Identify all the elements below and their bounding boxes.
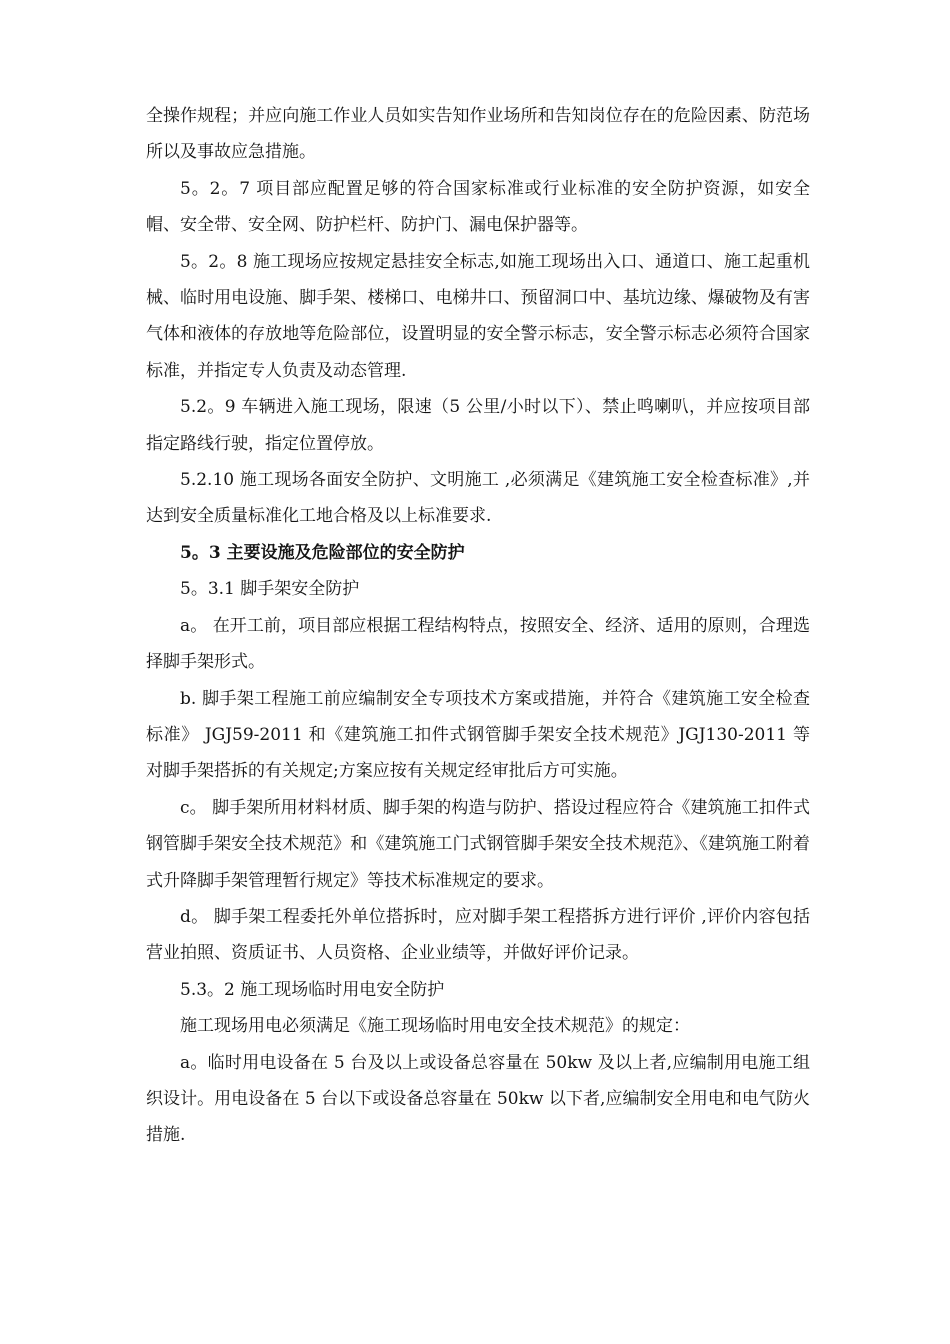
subsection-heading-5-3-2: 5.3。2 施工现场临时用电安全防护 xyxy=(180,979,445,1000)
paragraph-5-2-7: 5。2。7 项目部应配置足够的符合国家标准或行业标准的安全防护资源，如安全帽、安全带、安全网、防护栏杆、防护门、漏电保护器等。 xyxy=(146,178,810,236)
section-heading-5-3: 5。3 主要设施及危险部位的安全防护 xyxy=(180,542,465,563)
paragraph-5-2-8: 5。2。8 施工现场应按规定悬挂安全标志,如施工现场出入口、通道口、施工起重机械、临时用电设施、脚手架、楼梯口、电梯井口、预留洞口中、基坑边缘、爆破物及有害气体和液体的存放地等危险部位，设置明显的安全警示标志，安全警示标志必须符合国家标准，并指定专人负责及动态管理. xyxy=(146,251,810,381)
paragraph-item-c: c。 脚手架所用材料材质、脚手架的构造与防护、搭设过程应符合《建筑施工扣件式钢管脚手架安全技术规范》和《建筑施工门式钢管脚手架安全技术规范》、《建筑施工附着式升降脚手架管理暂行规定》等技术标准规定的要求。 xyxy=(146,797,810,891)
paragraph-item-a: a。 在开工前，项目部应根据工程结构特点，按照安全、经济、适用的原则，合理选择脚手架形式。 xyxy=(146,615,810,673)
paragraph-intro-continuation: 全操作规程；并应向施工作业人员如实告知作业场所和告知岗位存在的危险因素、防范场所以及事故应急措施。 xyxy=(146,106,810,163)
paragraph-5-2-10: 5.2.10 施工现场各面安全防护、文明施工 ,必须满足《建筑施工安全检查标准》,并达到安全质量标准化工地合格及以上标准要求. xyxy=(146,470,810,527)
paragraph-item-d: d。 脚手架工程委托外单位搭拆时，应对脚手架工程搭拆方进行评价 ,评价内容包括营业拍照、资质证书、人员资格、企业业绩等，并做好评价记录。 xyxy=(146,906,810,964)
paragraph-power-item-a: a。临时用电设备在 5 台及以上或设备总容量在 50kw 及以上者,应编制用电施工组织设计。用电设备在 5 台以下或设备总容量在 50kw 以下者,应编制安全用电和电气防火措施. xyxy=(146,1052,810,1146)
paragraph-power-requirement: 施工现场用电必须满足《施工现场临时用电安全技术规范》的规定： xyxy=(180,1016,690,1037)
paragraph-item-b: b. 脚手架工程施工前应编制安全专项技术方案或措施，并符合《建筑施工安全检查标准》 JGJ59-2011 和《建筑施工扣件式钢管脚手架安全技术规范》JGJ130-2011 等对脚手架搭拆的有关规定;方案应按有关规定经审批后方可实施。 xyxy=(146,688,810,782)
subsection-heading-5-3-1: 5。3.1 脚手架安全防护 xyxy=(180,579,360,600)
document-body xyxy=(146,98,810,1154)
paragraph-5-2-9: 5.2。9 车辆进入施工现场，限速（5 公里/小时以下）、禁止鸣喇叭，并应按项目部指定路线行驶，指定位置停放。 xyxy=(146,397,810,454)
